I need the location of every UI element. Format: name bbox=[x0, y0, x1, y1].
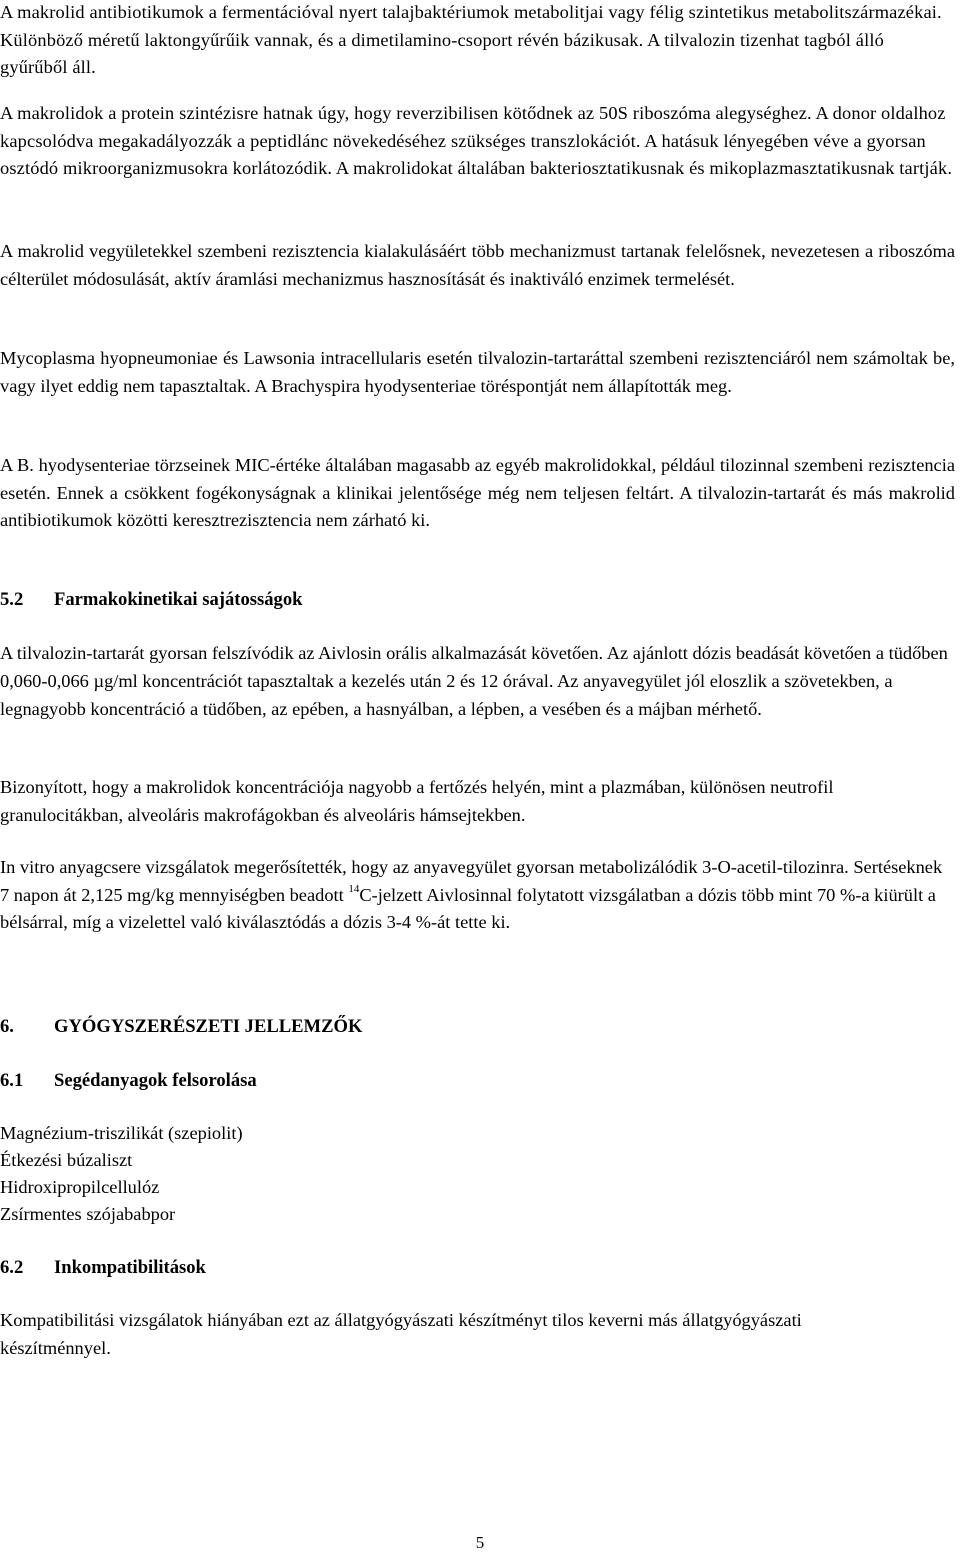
heading-6-title: GYÓGYSZERÉSZETI JELLEMZŐK bbox=[54, 1016, 363, 1037]
paragraph-resistance: A makrolid vegyületekkel szembeni rezisztencia kialakulásáért több mechanizmust tartanak felelősnek, nevezetesen a riboszóma célterület módosulását, aktív áramlási mechanizmus hasznosítását és inaktiváló enzimek termelését. bbox=[0, 241, 955, 289]
excipient-item: Zsírmentes szójababpor bbox=[0, 1204, 176, 1224]
paragraph-macrolide-intro: A makrolid antibiotikumok a fermentációval nyert talajbaktériumok metabolitjai vagy félig szintetikus metabolitszármazékai. Különböző méretű laktongyűrűik vannak, és a dimetilamino-csoport révén bázikusak. A tilvalozin tizenhat tagból álló gyűrűből áll. bbox=[0, 2, 942, 77]
heading-6 bbox=[0, 1014, 955, 1040]
paragraph-mic: A B. hyodysenteriae törzseinek MIC-értéke általában magasabb az egyéb makrolidokkal, például tilozinnal szembeni rezisztencia esetén. Ennek a csökkent fogékonyságnak a klinikai jelentősége még nem teljesen feltárt. A tilvalozin-tartarát és más makrolid antibiotikumok közötti keresztrezisztencia nem zárható ki. bbox=[0, 455, 955, 530]
metabolism-text-b: C-jelzett Aivlosinnal folytatott vizsgálatban a dózis több mint 70 %-a kiürült a bélsárral, míg a vizelettel való kiválasztódás a dózis 3-4 %-át tette ki. bbox=[0, 884, 936, 932]
paragraph-incompatibilities: Kompatibilitási vizsgálatok hiányában ezt az állatgyógyászati készítményt tilos keverni más állatgyógyászati készítménnyel. bbox=[0, 1310, 802, 1358]
heading-6-1-number: 6.1 bbox=[0, 1070, 24, 1091]
heading-6-2-title: Inkompatibilitások bbox=[54, 1257, 206, 1278]
heading-6-number: 6. bbox=[0, 1016, 14, 1037]
heading-6-1-title: Segédanyagok felsorolása bbox=[54, 1070, 257, 1091]
paragraph-mycoplasma: Mycoplasma hyopneumoniae és Lawsonia intracellularis esetén tilvalozin-tartaráttal szembeni rezisztenciáról nem számoltak be, vagy ilyet eddig nem tapasztaltak. A Brachyspira hyodysenteriae töréspontját nem állapították meg. bbox=[0, 348, 955, 396]
isotope-superscript: 14 bbox=[348, 883, 360, 896]
excipient-item: Étkezési búzaliszt bbox=[0, 1150, 133, 1170]
heading-6-2 bbox=[0, 1255, 955, 1281]
excipient-item: Hidroxipropilcellulóz bbox=[0, 1177, 160, 1197]
paragraph-mechanism: A makrolidok a protein szintézisre hatnak úgy, hogy reverzibilisen kötődnek az 50S riboszóma alegységhez. A donor oldalhoz kapcsolódva megakadályozzák a peptidlánc növekedéséhez szükséges transzlokációt. A hatásuk lényegében véve a gyorsan osztódó mikroorganizmusokra korlátozódik. A makrolidokat általában bakteriosztatikusnak és mikoplazmasztatikusnak tartják. bbox=[0, 103, 953, 178]
heading-6-1 bbox=[0, 1068, 955, 1094]
heading-6-2-number: 6.2 bbox=[0, 1257, 24, 1278]
page-number: 5 bbox=[475, 1533, 485, 1552]
paragraph-metabolism bbox=[0, 854, 955, 937]
excipient-item: Magnézium-triszilikát (szepiolit) bbox=[0, 1123, 243, 1143]
heading-5-2-title: Farmakokinetikai sajátosságok bbox=[54, 589, 303, 610]
paragraph-pharmacokinetics: A tilvalozin-tartarát gyorsan felszívódik az Aivlosin orális alkalmazását követően. Az ajánlott dózis beadását követően a tüdőben 0,060-0,066 µg/ml koncentrációt tapasztaltak a kezelés után 2 és 12 órával. Az anyavegyület jól eloszlik a szövetekben, a legnagyobb koncentráció a tüdőben, az epében, a hasnyálban, a lépben, a vesében és a májban mérhető. bbox=[0, 643, 948, 719]
paragraph-concentration: Bizonyított, hogy a makrolidok koncentrációja nagyobb a fertőzés helyén, mint a plazmában, különösen neutrofil granulocitákban, alveoláris makrofágokban és alveoláris hámsejtekben. bbox=[0, 777, 834, 825]
excipient-list bbox=[0, 1120, 600, 1228]
metabolism-text-a: In vitro anyagcsere vizsgálatok megerősítették, hogy az anyavegyület gyorsan metabolizálódik 3-O-acetil-tilozinra. Sertéseknek 7 napon át 2,125 mg/kg mennyiségben beadott bbox=[0, 857, 943, 905]
heading-5-2 bbox=[0, 587, 955, 613]
heading-5-2-number: 5.2 bbox=[0, 589, 24, 610]
